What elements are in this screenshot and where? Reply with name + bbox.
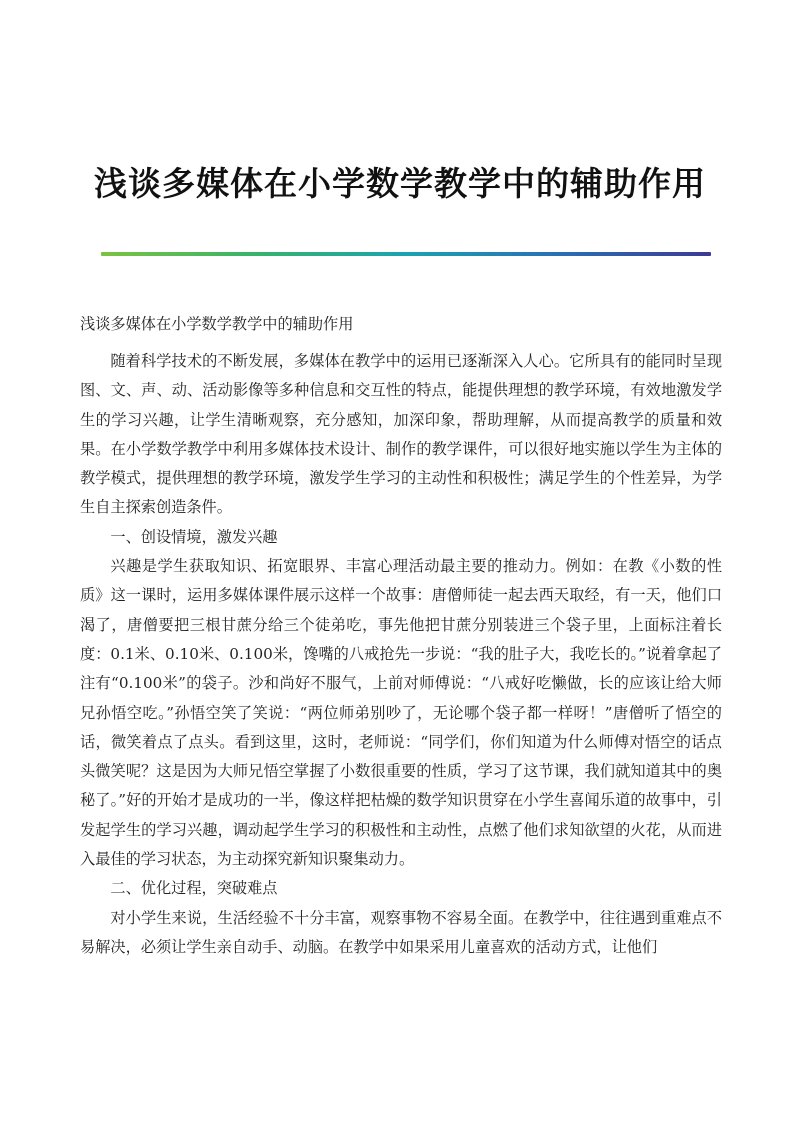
document-title: 浅谈多媒体在小学数学教学中的辅助作用 [94, 164, 706, 203]
title-divider [101, 252, 711, 256]
section-2-heading: 二、优化过程，突破难点 [110, 879, 278, 898]
section-1-heading: 一、创设情境，激发兴趣 [110, 527, 278, 546]
section-1-paragraph: 兴趣是学生获取知识、拓宽眼界、丰富心理活动最主要的推动力。例如：在教《小数的性质》这一课时，运用多媒体课件展示这样一个故事：唐僧师徒一起去西天取经，有一天，他们口渴了，唐僧要把三根甘蔗分给三个徒弟吃，事先他把甘蔗分别装进三个袋子里，上面标注着长度：0.1米、0.10米、0.100米，馋嘴的八戒抢先一步说：“我的肚子大，我吃长的。”说着拿起了注有“0.100米”的袋子。沙和尚好不服气，上前对师傅说：“八戒好吃懒做，长的应该让给大师兄孙悟空吃。”孙悟空笑了笑说：“两位师弟别吵了，无论哪个袋子都一样呀！”唐僧听了悟空的话，微笑着点了点头。看到这里，这时，老师说：“同学们，你们知道为什么师傅对悟空的话点头微笑呢？这是因为大师兄悟空掌握了小数很重要的性质，学习了这节课，我们就知道其中的奥秘了。”好的开始才是成功的一半，像这样把枯燥的数学知识贯穿在小学生喜闻乐道的故事中，引发起学生的学习兴趣，调动起学生学习的积极性和主动性，点燃了他们求知欲望的火花，从而进入最佳的学习状态，为主动探究新知识聚集动力。 [80, 557, 722, 869]
section-2-paragraph: 对小学生来说，生活经验不十分丰富，观察事物不容易全面。在教学中，往往遇到重难点不易解决，必须让学生亲自动手、动脑。在教学中如果采用儿童喜欢的活动方式，让他们 [80, 908, 722, 956]
document-subtitle: 浅谈多媒体在小学数学教学中的辅助作用 [80, 315, 354, 333]
intro-paragraph: 随着科学技术的不断发展，多媒体在教学中的运用已逐渐深入人心。它所具有的能同时呈现图、文、声、动、活动影像等多种信息和交互性的特点，能提供理想的教学环境，有效地激发学生的学习兴趣，让学生清晰观察，充分感知，加深印象，帮助理解，从而提高教学的质量和效果。在小学数学教学中利用多媒体技术设计、制作的教学课件，可以很好地实施以学生为主体的教学模式，提供理想的教学环境，激发学生学习的主动性和积极性；满足学生的个性差异，为学生自主探索创造条件。 [80, 352, 722, 517]
document-body [80, 309, 722, 962]
